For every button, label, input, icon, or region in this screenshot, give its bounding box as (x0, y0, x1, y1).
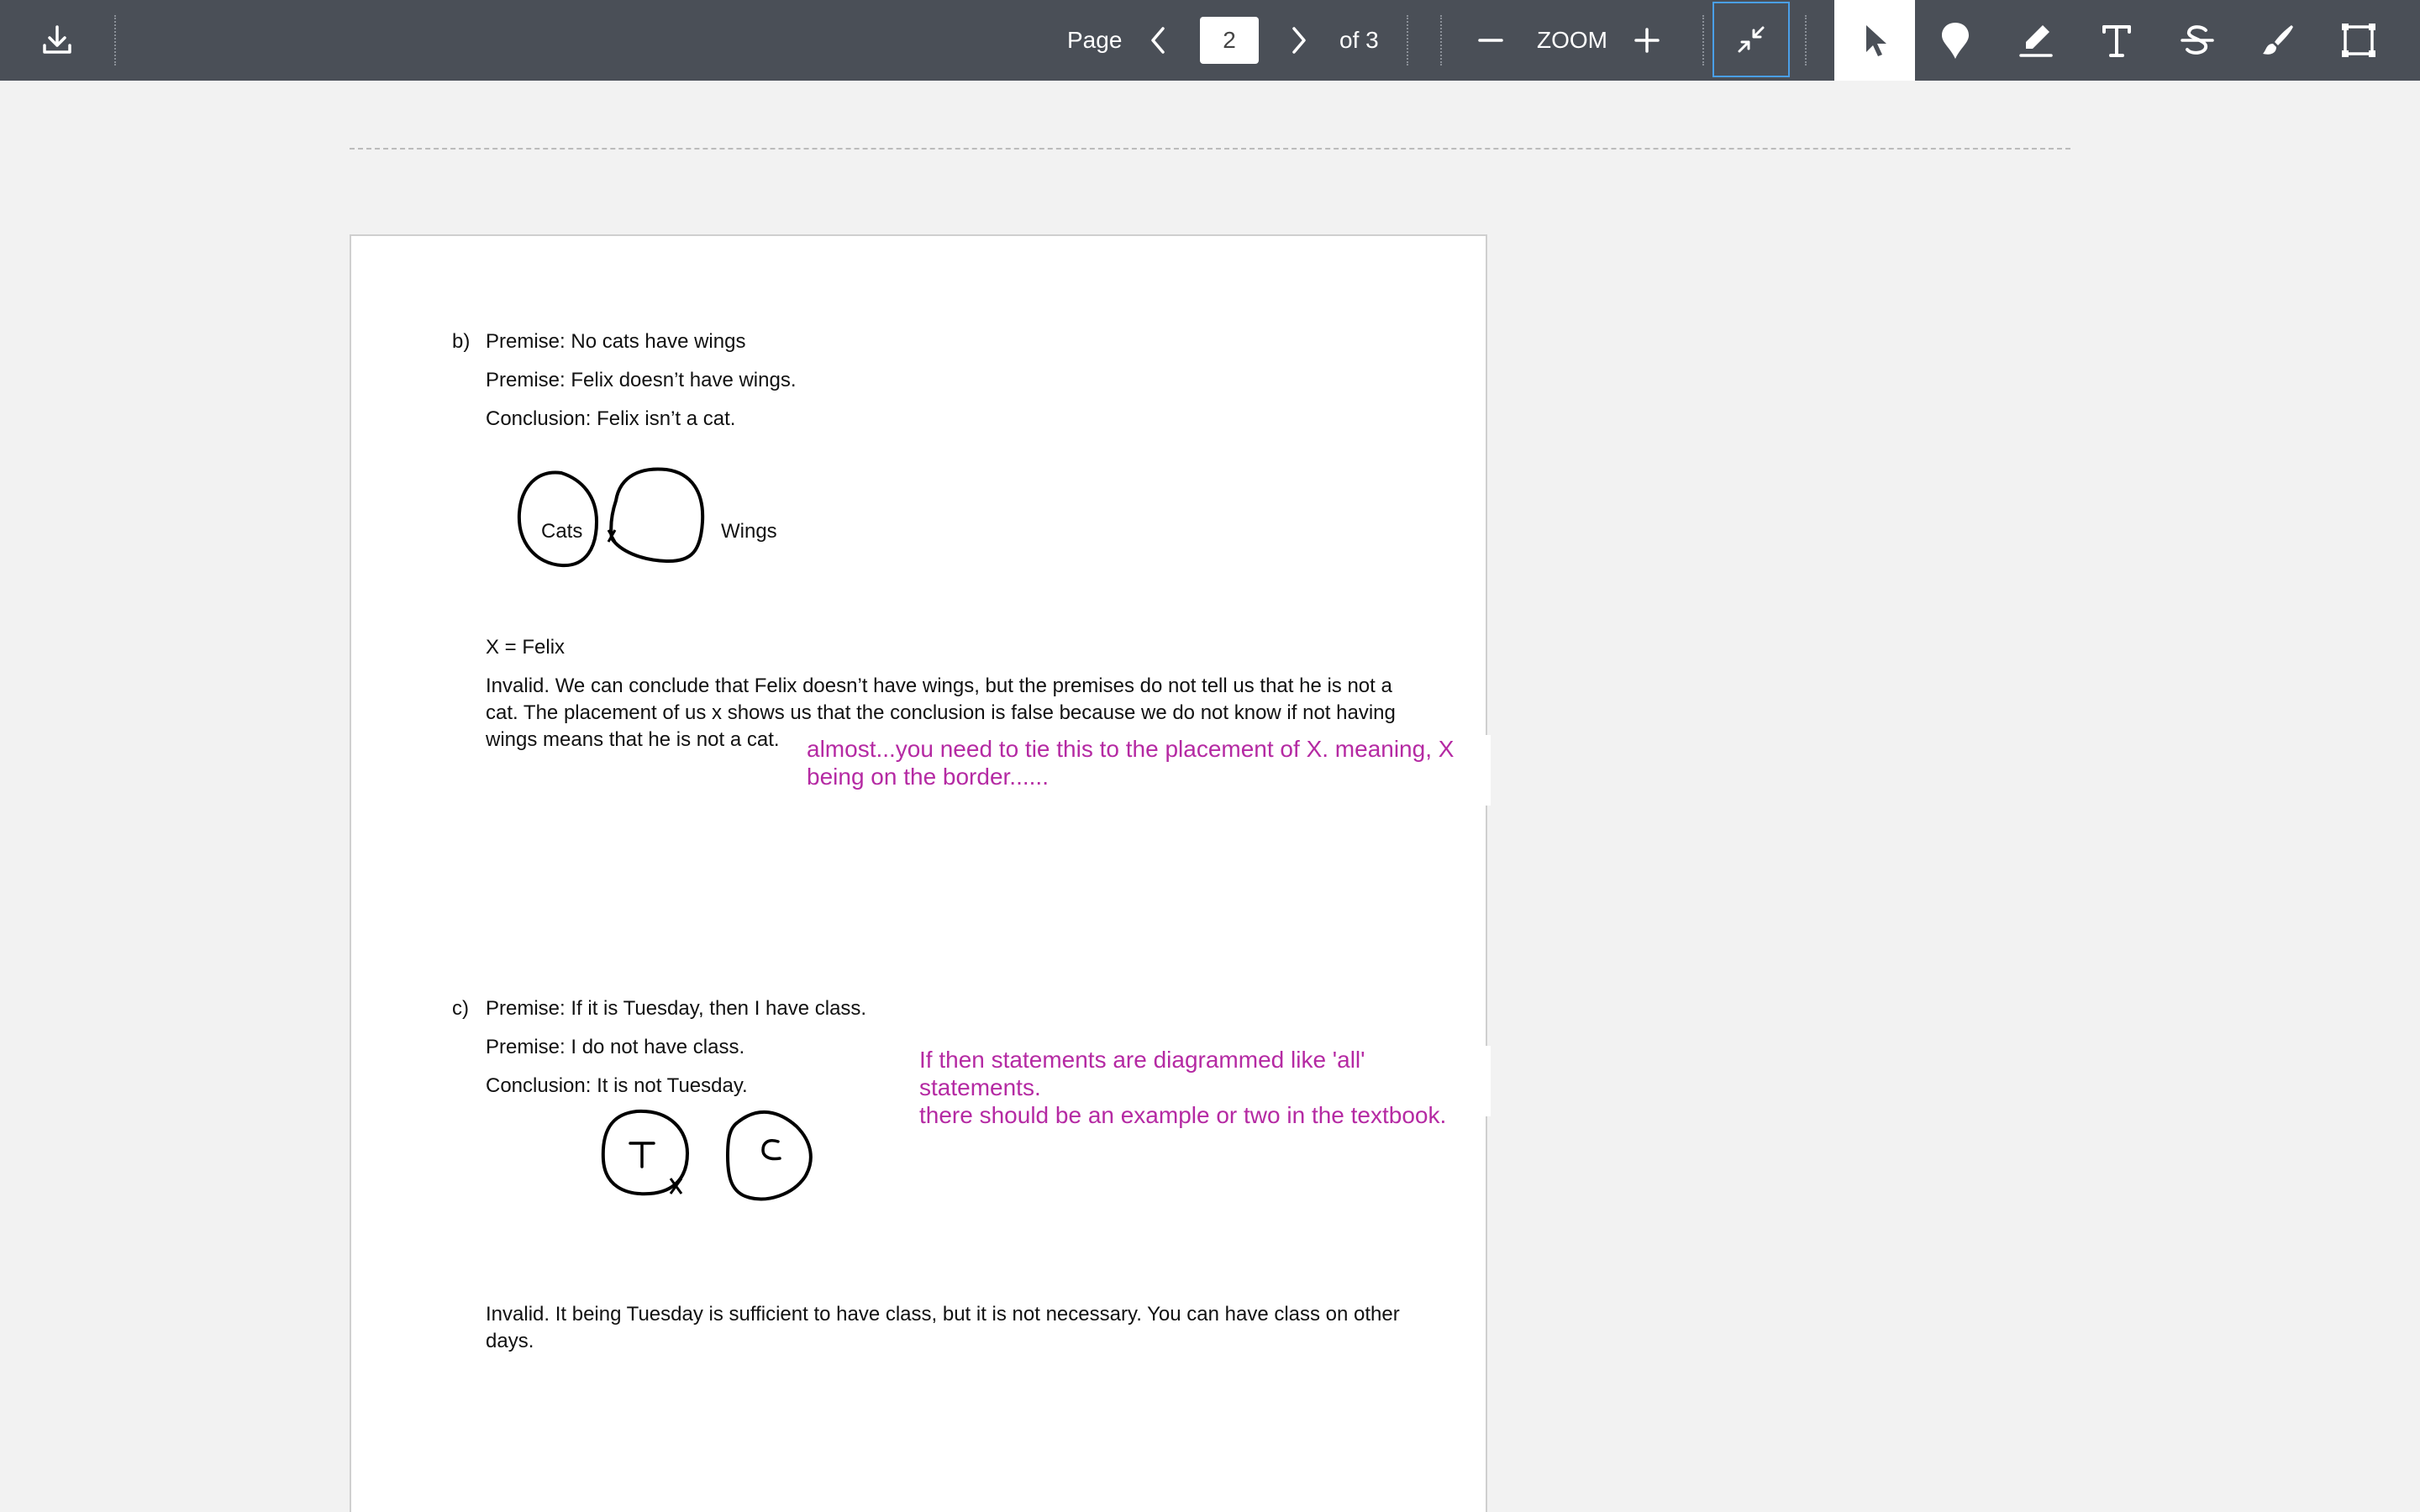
previous-page-button[interactable] (1119, 0, 1197, 81)
comment-1-line-1: almost...you need to tie this to the placement of X. meaning, X (807, 736, 1455, 762)
select-tool-button[interactable] (1834, 0, 1915, 81)
area-select-icon (2340, 22, 2377, 59)
part-c-venn-diagram (595, 1101, 881, 1269)
part-b-answer-line-2: cat. The placement of us x shows us that the conclusion is false because we do not know if not having (486, 701, 1396, 724)
minus-icon (1477, 27, 1504, 54)
part-c-premise-1: Premise: If it is Tuesday, then I have class. (486, 997, 867, 1020)
document-page (350, 234, 1487, 1512)
download-button[interactable] (17, 0, 97, 81)
highlight-tool-button[interactable] (1996, 0, 2076, 81)
strikethrough-tool-button[interactable] (2157, 0, 2238, 81)
text-tool-button[interactable] (2076, 0, 2157, 81)
download-icon (40, 24, 74, 57)
instructor-comment-2[interactable] (916, 1046, 1491, 1128)
toolbar-divider (1702, 15, 1704, 66)
fit-page-button[interactable] (1712, 2, 1790, 77)
zoom-label: ZOOM (1537, 27, 1607, 53)
toolbar-divider (1805, 15, 1807, 66)
part-b-conclusion: Conclusion: Felix isn’t a cat. (486, 407, 736, 430)
part-c-answer-line-1: Invalid. It being Tuesday is sufficient to have class, but it is not necessary. You can have class on other (486, 1303, 1400, 1326)
toolbar-divider (114, 15, 116, 66)
part-b-answer-line-3: wings means that he is not a cat. (486, 728, 780, 751)
part-c-marker: c) (452, 997, 469, 1020)
comment-1-line-2: being on the border...... (807, 764, 1049, 790)
cats-label: Cats (541, 520, 583, 543)
part-b-premise-1: Premise: No cats have wings (486, 330, 746, 353)
zoom-out-button[interactable] (1450, 0, 1531, 81)
part-c-conclusion: Conclusion: It is not Tuesday. (486, 1074, 748, 1097)
highlighter-icon (2018, 22, 2054, 59)
text-t-icon (2100, 22, 2133, 59)
class-circle (728, 1112, 811, 1200)
t-letter-stroke (630, 1143, 654, 1167)
comment-2-line-2: there should be an example or two in the textbook. (919, 1102, 1447, 1128)
part-b-marker: b) (452, 330, 471, 353)
wings-circle (611, 469, 702, 561)
part-c-premise-2: Premise: I do not have class. (486, 1036, 745, 1058)
page-total: of 3 (1339, 27, 1379, 53)
page-label: Page (1067, 27, 1123, 53)
paintbrush-icon (2260, 22, 2296, 59)
next-page-button[interactable] (1260, 0, 1338, 81)
tuesday-circle (603, 1111, 687, 1194)
area-tool-button[interactable] (2318, 0, 2399, 81)
map-pin-icon (1939, 20, 1972, 60)
part-b-venn-diagram (502, 463, 771, 631)
part-b-premise-2: Premise: Felix doesn’t have wings. (486, 369, 797, 391)
wings-label: Wings (721, 520, 777, 543)
part-b-answer-line-1: Invalid. We can conclude that Felix doesn’t have wings, but the premises do not tell us that he is not a (486, 675, 1392, 697)
cursor-icon (1860, 22, 1890, 59)
comment-2-line-1: If then statements are diagrammed like 'all' statements. (919, 1047, 1365, 1100)
plus-icon (1634, 27, 1660, 54)
c-letter-stroke (763, 1141, 780, 1159)
instructor-comment-1[interactable] (803, 735, 1491, 806)
chevron-right-icon (1289, 25, 1309, 55)
toolbar-divider (1440, 15, 1442, 66)
zoom-in-button[interactable] (1607, 0, 1687, 81)
pin-tool-button[interactable] (1915, 0, 1996, 81)
strikethrough-icon (2179, 22, 2216, 59)
collapse-arrows-icon (1734, 23, 1768, 56)
x-definition: X = Felix (486, 636, 566, 659)
part-c-answer-line-2: days. (486, 1330, 534, 1352)
toolbar (0, 0, 2420, 81)
chevron-left-icon (1148, 25, 1168, 55)
page-separator (350, 148, 2070, 150)
page-number-input[interactable]: 2 (1200, 17, 1259, 64)
draw-tool-button[interactable] (2238, 0, 2318, 81)
toolbar-divider (1407, 15, 1408, 66)
